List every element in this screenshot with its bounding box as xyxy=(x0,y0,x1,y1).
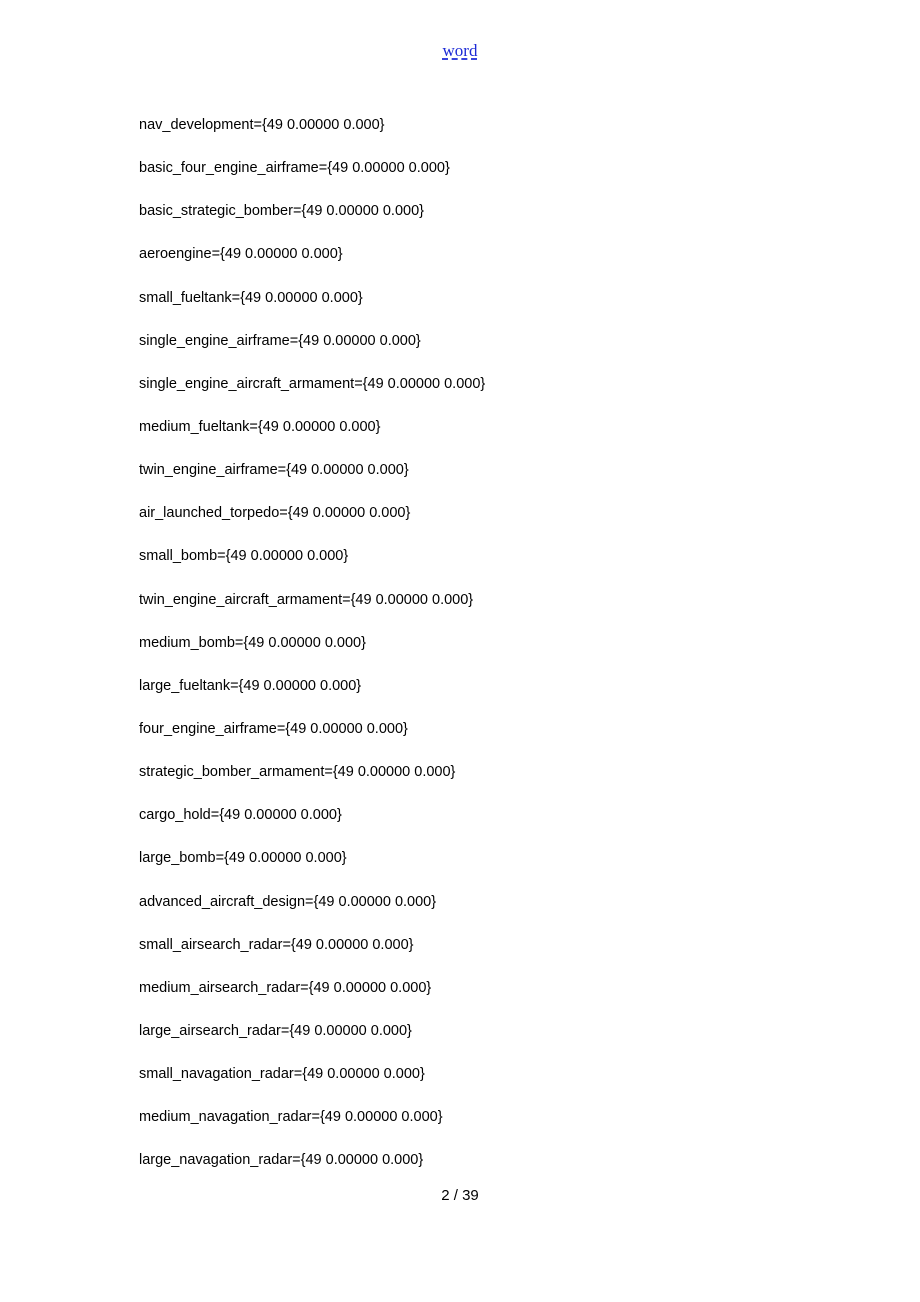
page-number: 2 / 39 xyxy=(441,1187,479,1204)
text-line: twin_engine_airframe={49 0.00000 0.000} xyxy=(139,462,409,479)
document-body xyxy=(139,114,485,1193)
text-line: large_bomb={49 0.00000 0.000} xyxy=(139,850,347,867)
text-line: advanced_aircraft_design={49 0.00000 0.000} xyxy=(139,893,437,910)
text-line: nav_development={49 0.00000 0.000} xyxy=(139,117,385,133)
text-line: medium_airsearch_radar={49 0.00000 0.000} xyxy=(139,979,432,996)
text-line: twin_engine_aircraft_armament={49 0.00000 0.000} xyxy=(139,591,474,608)
text-line: small_bomb={49 0.00000 0.000} xyxy=(139,548,349,565)
header-word-link[interactable]: word xyxy=(442,41,478,60)
text-line: small_airsearch_radar={49 0.00000 0.000} xyxy=(139,936,414,953)
text-line: medium_navagation_radar={49 0.00000 0.000} xyxy=(139,1109,443,1126)
text-line: four_engine_airframe={49 0.00000 0.000} xyxy=(139,720,408,737)
page-header xyxy=(0,40,920,62)
text-line: aeroengine={49 0.00000 0.000} xyxy=(139,246,343,263)
text-line: cargo_hold={49 0.00000 0.000} xyxy=(139,807,342,824)
text-line: strategic_bomber_armament={49 0.00000 0.000} xyxy=(139,764,456,781)
text-line: basic_strategic_bomber={49 0.00000 0.000} xyxy=(139,203,424,220)
text-line: large_airsearch_radar={49 0.00000 0.000} xyxy=(139,1022,412,1039)
text-line: large_navagation_radar={49 0.00000 0.000} xyxy=(139,1152,424,1169)
text-line: medium_fueltank={49 0.00000 0.000} xyxy=(139,418,381,435)
text-line: large_fueltank={49 0.00000 0.000} xyxy=(139,677,362,694)
text-line: single_engine_aircraft_armament={49 0.00000 0.000} xyxy=(139,375,486,392)
text-line: single_engine_airframe={49 0.00000 0.000} xyxy=(139,332,421,349)
text-line: small_navagation_radar={49 0.00000 0.000} xyxy=(139,1066,425,1083)
text-line: air_launched_torpedo={49 0.00000 0.000} xyxy=(139,505,411,522)
text-line: small_fueltank={49 0.00000 0.000} xyxy=(139,289,363,306)
text-line: medium_bomb={49 0.00000 0.000} xyxy=(139,634,366,651)
text-line: basic_four_engine_airframe={49 0.00000 0.000} xyxy=(139,160,450,177)
